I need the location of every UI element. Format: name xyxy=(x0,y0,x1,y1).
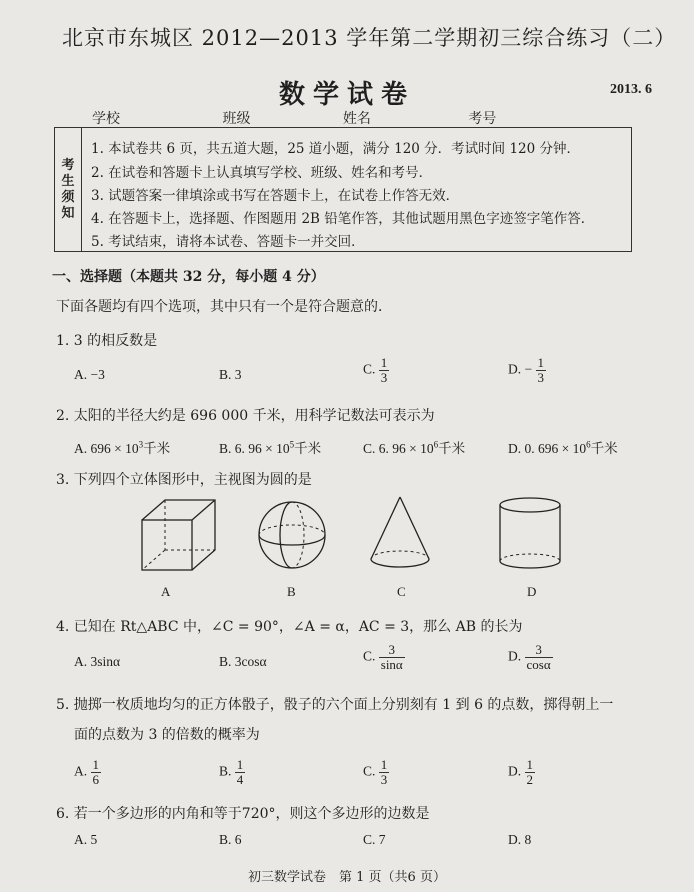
student-info-fields xyxy=(92,108,589,128)
notice-rule: 5. 考试结束，请将本试卷、答题卡一并交回． xyxy=(91,234,365,250)
question-4-stem: 4. 已知在 Rt△ABC 中，∠C = 90°，∠A = α，AC = 3，那么 AB 的长为 xyxy=(56,619,523,635)
figure-label-a: A xyxy=(161,584,171,599)
figure-label-b: B xyxy=(287,584,296,599)
figure-label-c: C xyxy=(397,584,406,599)
school-label: 学校 xyxy=(92,111,120,127)
figure-label-d: D xyxy=(527,584,537,599)
q5-option-b: B. $\frac{1}{4}$ xyxy=(219,757,244,787)
q2-option-c: C. 6. $96 \times 10^6$千米 xyxy=(363,439,466,456)
school-blank xyxy=(120,113,210,128)
section-instruction: 下面各题均有四个选项，其中只有一个是符合题意的． xyxy=(56,299,392,315)
section-title: 一、选择题（本题共 32 分，每小题 4 分） xyxy=(52,269,325,285)
q2-option-a: A. $696 \times 10^3$千米 xyxy=(74,439,171,456)
q5-option-d: D. $\frac{1}{2}$ xyxy=(508,757,533,787)
paper-title: 数学试卷 xyxy=(278,80,415,110)
q5-option-c: C. $\frac{1}{3}$ xyxy=(363,757,388,787)
notice-rule: 1. 本试卷共 6 页，共五道大题，25 道小题，满分 120 分．考试时间 120 分钟． xyxy=(91,141,581,157)
cone-figure xyxy=(365,493,435,573)
q4-option-d: D. $\frac{3}{\cos\alpha}$ xyxy=(508,642,551,672)
name-blank xyxy=(371,113,456,128)
q1-option-d: D. − $\frac{1}{3}$ xyxy=(508,355,544,385)
page-footer: 初三数学试卷 第 1 页（共6 页） xyxy=(248,870,446,885)
sphere-figure xyxy=(255,495,330,575)
class-blank xyxy=(250,113,330,128)
q2-option-d: D. 0. $696 \times 10^6$千米 xyxy=(508,439,618,456)
cylinder-figure xyxy=(494,495,566,575)
notice-rule: 3. 试题答案一律填涂或书写在答题卡上，在试卷上作答无效． xyxy=(91,188,460,204)
question-5-stem-line2: 面的点数为 3 的倍数的概率为 xyxy=(74,727,260,743)
notice-rule: 4. 在答题卡上，选择题、作图题用 2B 铅笔作答，其他试题用黑色字迹签字笔作答． xyxy=(91,211,595,227)
notice-side-label: 考 生 须 知 xyxy=(55,128,82,251)
notice-box xyxy=(54,127,632,252)
exam-number-blank xyxy=(496,113,581,128)
q6-option-b: B. 6 xyxy=(219,832,242,847)
fraction: $\frac{1}{3}$ xyxy=(380,757,388,787)
exam-header: 北京市东城区 2012—2013 学年第二学期初三综合练习（二） xyxy=(62,26,677,50)
fraction: $\frac{1}{3}$ xyxy=(537,355,544,385)
q1-option-a: A. −3 xyxy=(74,367,105,382)
q4-option-a: A. 3sinα xyxy=(74,654,121,669)
fraction: $\frac{1}{4}$ xyxy=(236,757,244,787)
q1-option-b: B. 3 xyxy=(219,367,242,382)
cube-figure xyxy=(130,495,230,575)
fraction: $\frac{3}{\sin\alpha}$ xyxy=(380,642,403,672)
q6-option-a: A. 5 xyxy=(74,832,98,847)
question-3-stem: 3. 下列四个立体图形中，主视图为圆的是 xyxy=(56,472,312,488)
notice-rule: 2. 在试卷和答题卡上认真填写学校、班级、姓名和考号． xyxy=(91,165,433,181)
q6-option-c: C. 7 xyxy=(363,832,386,847)
q4-option-b: B. 3cosα xyxy=(219,654,267,669)
fraction: $\frac{1}{3}$ xyxy=(380,355,388,385)
q6-option-d: D. 8 xyxy=(508,832,532,847)
name-label: 姓名 xyxy=(342,111,371,127)
fraction: $\frac{3}{\cos\alpha}$ xyxy=(526,642,551,672)
fraction: $\frac{1}{6}$ xyxy=(92,757,99,787)
q1-option-c: C. $\frac{1}{3}$ xyxy=(363,355,388,385)
question-2-stem: 2. 太阳的半径大约是 696 000 千米，用科学记数法可表示为 xyxy=(56,408,435,424)
class-label: 班级 xyxy=(222,111,251,127)
question-5-stem-line1: 5. 抛掷一枚质地均匀的正方体骰子，骰子的六个面上分别刻有 1 到 6 的点数，掷得朝上一 xyxy=(56,697,614,713)
q2-option-b: B. 6. $96 \times 10^5$千米 xyxy=(219,439,322,456)
q4-option-c: C. $\frac{3}{\sin\alpha}$ xyxy=(363,642,403,672)
question-6-stem: 6. 若一个多边形的内角和等于720°，则这个多边形的边数是 xyxy=(56,806,430,822)
exam-number-label: 考号 xyxy=(468,111,497,127)
fraction: $\frac{1}{2}$ xyxy=(526,757,533,787)
question-1-stem: 1. 3 的相反数是 xyxy=(56,333,158,349)
exam-date: 2013. 6 xyxy=(610,82,652,97)
q5-option-a: A. $\frac{1}{6}$ xyxy=(74,757,99,787)
